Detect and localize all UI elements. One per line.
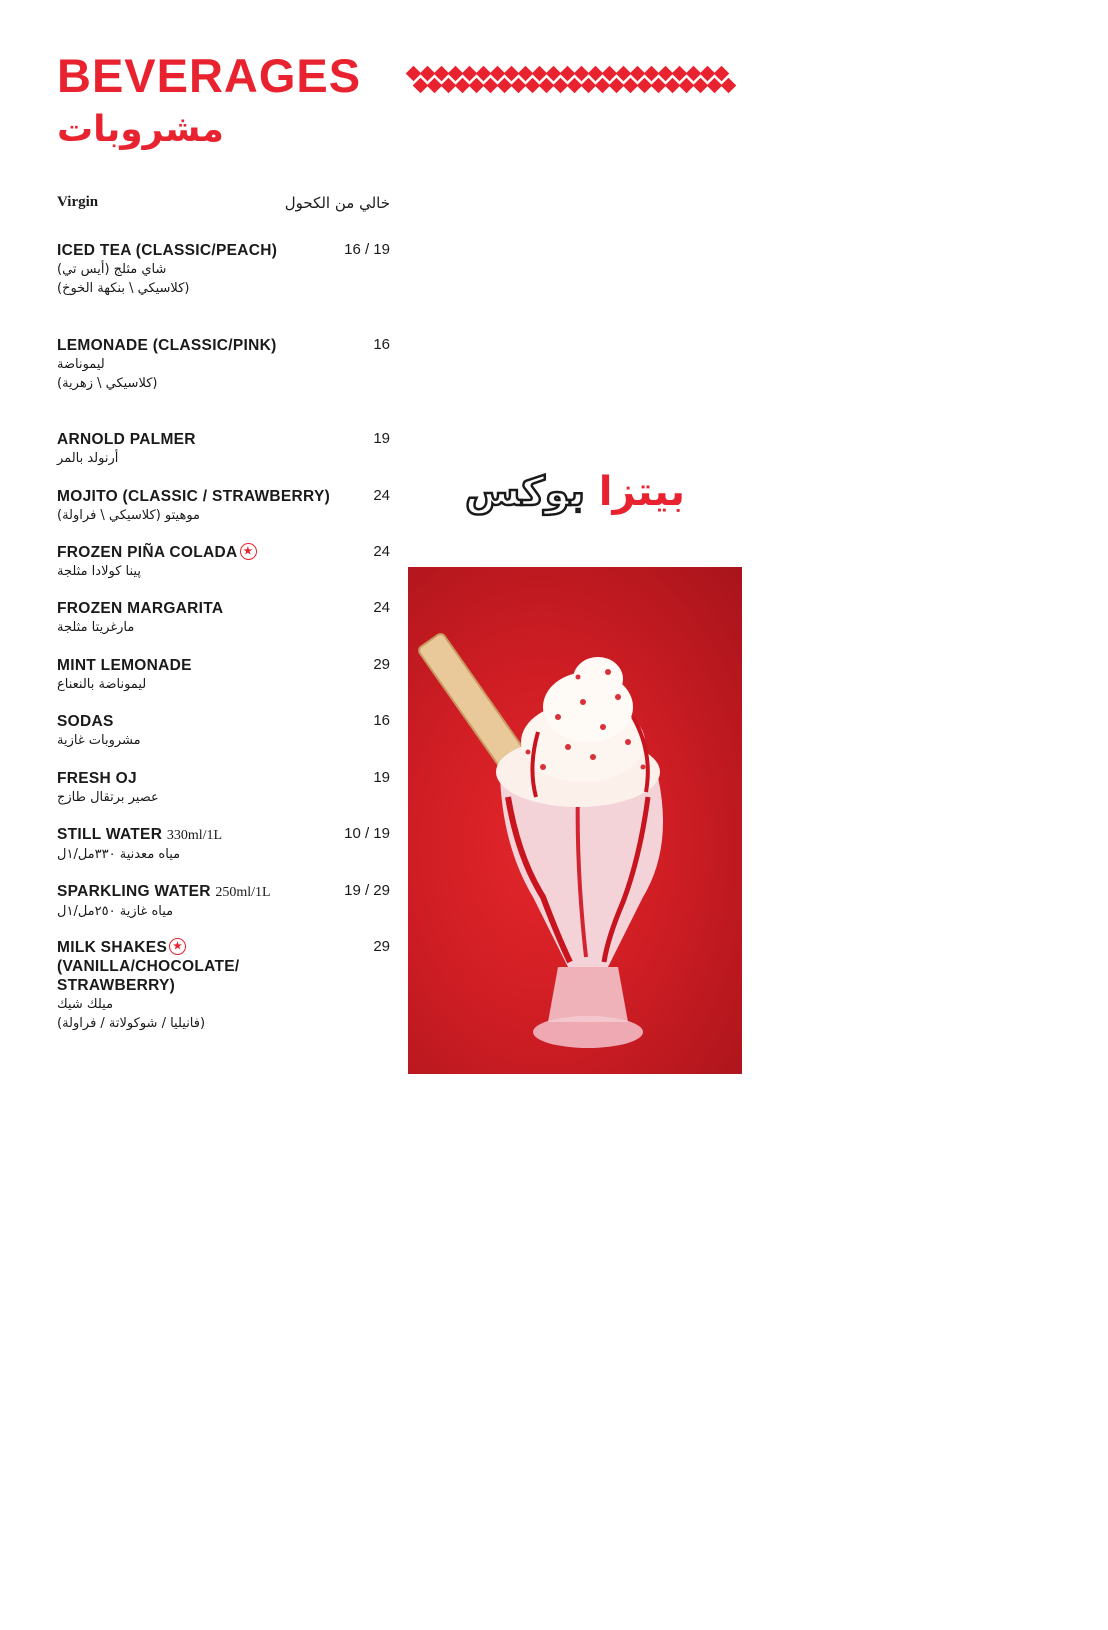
- decorative-diamond-row: [408, 68, 730, 79]
- caption-english: STRAWBERRY SHAKE: [1061, 1424, 1082, 1630]
- item-price: 16: [373, 712, 390, 729]
- menu-item-iced-tea: [57, 241, 390, 298]
- item-price: 16: [373, 336, 390, 353]
- decorative-diamond-row-2: [415, 80, 737, 91]
- caption-arabic: ميلك شيك فراولة: [1085, 1492, 1107, 1630]
- logo-part-box: بوكس: [464, 469, 585, 515]
- logo-part-pizza: بيتزا: [598, 469, 686, 515]
- menu-item-arnold-palmer: [57, 430, 390, 468]
- photo-caption: [1060, 1424, 1108, 1630]
- brand-logo: [455, 469, 695, 515]
- item-name: ICED TEA (CLASSIC/PEACH): [57, 242, 278, 259]
- page-title-arabic: مشروبات: [57, 109, 224, 150]
- menu-item-sparkling-water: [57, 882, 390, 921]
- menu-item-mint-lemonade: [57, 656, 390, 694]
- item-name: MILK SHAKES: [57, 939, 168, 956]
- item-price: 16 / 19: [344, 241, 390, 258]
- item-name: ARNOLD PALMER: [57, 431, 196, 448]
- item-detail-arabic: (فانيليا / شوكولاتة / فراولة): [57, 1016, 206, 1031]
- item-price: 19: [373, 769, 390, 786]
- item-price: 19 / 29: [344, 882, 390, 899]
- section-label: Virgin: [57, 194, 99, 210]
- item-price: 29: [373, 938, 390, 955]
- item-name-arabic: مياه معدنية ٣٣٠مل/١ل: [57, 847, 181, 862]
- menu-item-fresh-oj: [57, 769, 390, 807]
- menu-item-frozen-pina-colada: [57, 543, 390, 581]
- item-name-arabic: أرنولد بالمر: [57, 451, 119, 466]
- item-price: 24: [373, 599, 390, 616]
- item-name-arabic: مياه غازية ٢٥٠مل/١ل: [57, 904, 174, 919]
- item-name: STILL WATER: [57, 826, 163, 843]
- milkshake-illustration: [408, 567, 742, 1074]
- item-name: MINT LEMONADE: [57, 657, 192, 674]
- item-detail-arabic: (كلاسيكي \ زهرية): [57, 376, 158, 391]
- item-name-arabic: مارغريتا مثلجة: [57, 620, 135, 635]
- item-name-arabic: مشروبات غازية: [57, 733, 141, 748]
- star-badge-icon: ★: [240, 543, 257, 560]
- strawberry-shake-photo: [408, 567, 1107, 1630]
- item-price: 19: [373, 430, 390, 447]
- section-label-arabic: خالي من الكحول: [284, 194, 390, 212]
- menu-item-lemonade: [57, 336, 390, 393]
- menu-item-frozen-margarita: [57, 599, 390, 637]
- item-price: 24: [373, 487, 390, 504]
- menu-item-still-water: [57, 825, 390, 864]
- item-name: MOJITO (CLASSIC / STRAWBERRY): [57, 488, 331, 505]
- star-badge-icon: ★: [169, 938, 186, 955]
- item-name-arabic: ليموناضة: [57, 357, 105, 372]
- item-name-arabic: پينا كولادا مثلجة: [57, 564, 141, 579]
- item-name: LEMONADE (CLASSIC/PINK): [57, 337, 277, 354]
- item-name: SODAS: [57, 713, 114, 730]
- page-title: BEVERAGES: [57, 49, 362, 102]
- item-name: FROZEN PIÑA COLADA: [57, 544, 238, 561]
- item-name-arabic: ليموناضة بالنعناع: [57, 677, 147, 692]
- menu-item-milk-shakes: [57, 938, 390, 1033]
- item-size: 250ml/1L: [215, 885, 271, 900]
- item-name: SPARKLING WATER: [57, 883, 211, 900]
- item-price: 10 / 19: [344, 825, 390, 842]
- item-price: 24: [373, 543, 390, 560]
- item-variants: (VANILLA/CHOCOLATE/ STRAWBERRY): [57, 958, 240, 994]
- item-name-arabic: موهيتو (كلاسيكي \ فراولة): [57, 508, 200, 523]
- menu-item-sodas: [57, 712, 390, 750]
- menu-item-mojito: [57, 487, 390, 525]
- item-name-arabic: ميلك شيك: [57, 997, 114, 1012]
- item-detail-arabic: (كلاسيكي \ بنكهة الخوخ): [57, 281, 190, 296]
- item-name: FRESH OJ: [57, 770, 137, 787]
- item-name: FROZEN MARGARITA: [57, 600, 224, 617]
- item-price: 29: [373, 656, 390, 673]
- item-name-arabic: عصير برتقال طازج: [57, 790, 159, 805]
- item-size: 330ml/1L: [166, 828, 223, 843]
- item-name-arabic: شاي مثلج (أيس تي): [57, 262, 167, 277]
